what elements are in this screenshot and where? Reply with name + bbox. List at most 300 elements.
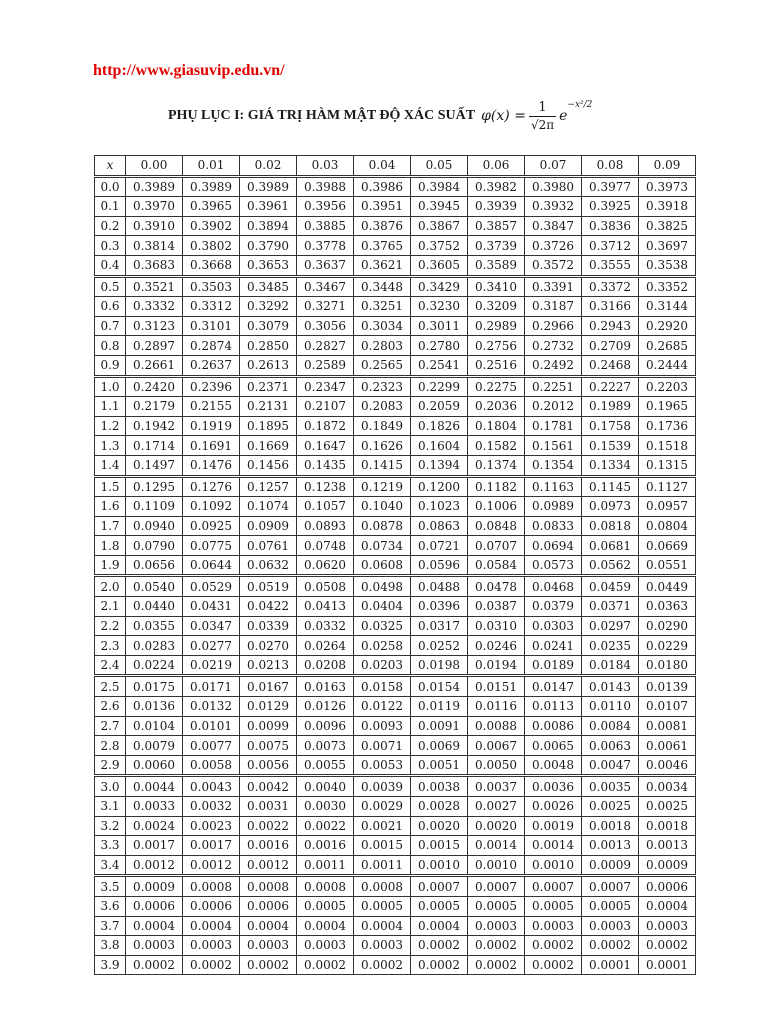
table-cell: 0.0012 <box>126 855 183 876</box>
table-cell: 0.0478 <box>468 576 525 597</box>
table-cell: 0.0317 <box>411 616 468 636</box>
table-cell: 0.0129 <box>240 697 297 717</box>
table-cell: 0.3894 <box>240 216 297 236</box>
table-cell: 0.0387 <box>468 597 525 617</box>
table-row <box>95 476 696 497</box>
row-header-x: 0.5 <box>95 276 126 297</box>
table-cell: 0.0404 <box>354 597 411 617</box>
formula-exponent: −x²/2 <box>567 100 593 110</box>
table-cell: 0.0005 <box>411 896 468 916</box>
table-cell: 0.0032 <box>183 797 240 817</box>
table-cell: 0.0048 <box>525 755 582 776</box>
table-cell: 0.3918 <box>639 197 696 217</box>
table-row <box>95 316 696 336</box>
table-cell: 0.0008 <box>240 876 297 897</box>
table-cell: 0.3867 <box>411 216 468 236</box>
table-cell: 0.0468 <box>525 576 582 597</box>
table-cell: 0.0012 <box>240 855 297 876</box>
table-cell: 0.0332 <box>297 616 354 636</box>
table-cell: 0.1804 <box>468 416 525 436</box>
table-row <box>95 236 696 256</box>
table-cell: 0.2131 <box>240 397 297 417</box>
row-header-x: 3.0 <box>95 776 126 797</box>
table-cell: 0.0957 <box>639 497 696 517</box>
row-header-x: 0.3 <box>95 236 126 256</box>
table-cell: 0.0079 <box>126 736 183 756</box>
table-row <box>95 876 696 897</box>
table-cell: 0.0002 <box>639 936 696 956</box>
table-cell: 0.0270 <box>240 636 297 656</box>
table-cell: 0.2468 <box>582 355 639 376</box>
table-cell: 0.0003 <box>183 936 240 956</box>
table-cell: 0.0198 <box>411 655 468 676</box>
table-cell: 0.0909 <box>240 516 297 536</box>
table-cell: 0.0488 <box>411 576 468 597</box>
table-cell: 0.0126 <box>297 697 354 717</box>
table-cell: 0.0775 <box>183 536 240 556</box>
table-cell: 0.1582 <box>468 436 525 456</box>
table-cell: 0.3271 <box>297 297 354 317</box>
table-cell: 0.1919 <box>183 416 240 436</box>
table-row <box>95 436 696 456</box>
row-header-x: 1.9 <box>95 555 126 576</box>
table-row <box>95 455 696 476</box>
table-cell: 0.0005 <box>582 896 639 916</box>
table-cell: 0.0264 <box>297 636 354 656</box>
table-cell: 0.0006 <box>240 896 297 916</box>
table-cell: 0.0009 <box>126 876 183 897</box>
row-header-x: 2.7 <box>95 716 126 736</box>
table-cell: 0.3825 <box>639 216 696 236</box>
table-cell: 0.0002 <box>525 955 582 975</box>
table-cell: 0.0003 <box>126 936 183 956</box>
table-cell: 0.0016 <box>240 836 297 856</box>
table-cell: 0.0002 <box>411 936 468 956</box>
table-cell: 0.3802 <box>183 236 240 256</box>
table-cell: 0.0562 <box>582 555 639 576</box>
table-cell: 0.0004 <box>297 916 354 936</box>
table-cell: 0.0050 <box>468 755 525 776</box>
table-cell: 0.0011 <box>354 855 411 876</box>
row-header-x: 3.3 <box>95 836 126 856</box>
table-cell: 0.3814 <box>126 236 183 256</box>
row-header-x: 0.9 <box>95 355 126 376</box>
table-cell: 0.3939 <box>468 197 525 217</box>
table-cell: 0.0681 <box>582 536 639 556</box>
table-cell: 0.0015 <box>354 836 411 856</box>
table-cell: 0.3668 <box>183 255 240 276</box>
table-cell: 0.0973 <box>582 497 639 517</box>
table-cell: 0.3572 <box>525 255 582 276</box>
table-cell: 0.1276 <box>183 476 240 497</box>
table-row <box>95 516 696 536</box>
table-header-row <box>95 156 696 177</box>
table-cell: 0.0002 <box>240 955 297 975</box>
table-cell: 0.2613 <box>240 355 297 376</box>
table-row <box>95 797 696 817</box>
row-header-x: 1.5 <box>95 476 126 497</box>
formula-lhs: φ(x) = <box>481 108 526 124</box>
table-cell: 0.0498 <box>354 576 411 597</box>
table-cell: 0.0132 <box>183 697 240 717</box>
table-cell: 0.0029 <box>354 797 411 817</box>
table-cell: 0.3144 <box>639 297 696 317</box>
table-cell: 0.3292 <box>240 297 297 317</box>
table-cell: 0.0044 <box>126 776 183 797</box>
row-header-x: 2.5 <box>95 676 126 697</box>
table-cell: 0.0025 <box>639 797 696 817</box>
table-cell: 0.0031 <box>240 797 297 817</box>
table-cell: 0.0363 <box>639 597 696 617</box>
table-cell: 0.1057 <box>297 497 354 517</box>
table-cell: 0.0893 <box>297 516 354 536</box>
table-cell: 0.3857 <box>468 216 525 236</box>
table-cell: 0.0258 <box>354 636 411 656</box>
table-cell: 0.0219 <box>183 655 240 676</box>
table-cell: 0.2012 <box>525 397 582 417</box>
table-cell: 0.3209 <box>468 297 525 317</box>
column-header: 0.00 <box>126 156 183 177</box>
table-cell: 0.0573 <box>525 555 582 576</box>
table-cell: 0.0734 <box>354 536 411 556</box>
table-cell: 0.2780 <box>411 336 468 356</box>
row-group <box>95 476 696 576</box>
table-cell: 0.0053 <box>354 755 411 776</box>
table-cell: 0.1435 <box>297 455 354 476</box>
table-cell: 0.3332 <box>126 297 183 317</box>
table-cell: 0.0012 <box>183 855 240 876</box>
table-cell: 0.0017 <box>126 836 183 856</box>
table-row <box>95 576 696 597</box>
table-cell: 0.3970 <box>126 197 183 217</box>
row-header-x: 1.1 <box>95 397 126 417</box>
table-cell: 0.3034 <box>354 316 411 336</box>
table-cell: 0.0371 <box>582 597 639 617</box>
table-cell: 0.0848 <box>468 516 525 536</box>
table-row <box>95 216 696 236</box>
table-row <box>95 676 696 697</box>
table-cell: 0.1456 <box>240 455 297 476</box>
row-group <box>95 676 696 776</box>
table-cell: 0.3982 <box>468 176 525 197</box>
table-cell: 0.0110 <box>582 697 639 717</box>
table-cell: 0.0136 <box>126 697 183 717</box>
table-cell: 0.0229 <box>639 636 696 656</box>
table-cell: 0.0596 <box>411 555 468 576</box>
table-cell: 0.0707 <box>468 536 525 556</box>
table-cell: 0.1127 <box>639 476 696 497</box>
table-cell: 0.3726 <box>525 236 582 256</box>
table-cell: 0.0069 <box>411 736 468 756</box>
table-cell: 0.0748 <box>297 536 354 556</box>
site-url-link[interactable]: http://www.giasuvip.edu.vn/ <box>93 62 285 79</box>
table-cell: 0.0003 <box>639 916 696 936</box>
table-cell: 0.1849 <box>354 416 411 436</box>
table-cell: 0.0355 <box>126 616 183 636</box>
table-cell: 0.0018 <box>582 816 639 836</box>
table-cell: 0.3056 <box>297 316 354 336</box>
table-cell: 0.0009 <box>639 855 696 876</box>
table-cell: 0.3790 <box>240 236 297 256</box>
table-cell: 0.3011 <box>411 316 468 336</box>
table-cell: 0.1074 <box>240 497 297 517</box>
table-cell: 0.0016 <box>297 836 354 856</box>
table-cell: 0.1669 <box>240 436 297 456</box>
table-cell: 0.0023 <box>183 816 240 836</box>
table-cell: 0.3589 <box>468 255 525 276</box>
row-header-x: 1.8 <box>95 536 126 556</box>
table-cell: 0.0119 <box>411 697 468 717</box>
table-cell: 0.3312 <box>183 297 240 317</box>
row-header-x: 3.4 <box>95 855 126 876</box>
table-cell: 0.2803 <box>354 336 411 356</box>
table-cell: 0.0038 <box>411 776 468 797</box>
table-cell: 0.0040 <box>297 776 354 797</box>
table-cell: 0.1219 <box>354 476 411 497</box>
table-cell: 0.1604 <box>411 436 468 456</box>
row-group <box>95 276 696 376</box>
table-row <box>95 855 696 876</box>
table-cell: 0.3980 <box>525 176 582 197</box>
table-cell: 0.0002 <box>411 955 468 975</box>
table-cell: 0.0006 <box>183 896 240 916</box>
table-cell: 0.0184 <box>582 655 639 676</box>
table-cell: 0.3885 <box>297 216 354 236</box>
table-cell: 0.0632 <box>240 555 297 576</box>
table-cell: 0.2444 <box>639 355 696 376</box>
table-cell: 0.3555 <box>582 255 639 276</box>
density-value-table <box>94 155 696 975</box>
table-cell: 0.3697 <box>639 236 696 256</box>
table-cell: 0.1626 <box>354 436 411 456</box>
table-cell: 0.0077 <box>183 736 240 756</box>
row-header-x: 1.0 <box>95 376 126 397</box>
table-row <box>95 755 696 776</box>
table-cell: 0.0008 <box>183 876 240 897</box>
table-cell: 0.3765 <box>354 236 411 256</box>
table-cell: 0.1781 <box>525 416 582 436</box>
table-cell: 0.3251 <box>354 297 411 317</box>
table-cell: 0.2203 <box>639 376 696 397</box>
table-cell: 0.3902 <box>183 216 240 236</box>
table-cell: 0.3925 <box>582 197 639 217</box>
table-cell: 0.0180 <box>639 655 696 676</box>
table-cell: 0.0011 <box>297 855 354 876</box>
table-cell: 0.0002 <box>126 955 183 975</box>
table-cell: 0.1647 <box>297 436 354 456</box>
table-cell: 0.3956 <box>297 197 354 217</box>
row-header-x: 2.9 <box>95 755 126 776</box>
table-cell: 0.0310 <box>468 616 525 636</box>
table-cell: 0.2661 <box>126 355 183 376</box>
table-cell: 0.0940 <box>126 516 183 536</box>
row-header-x: 0.1 <box>95 197 126 217</box>
row-header-x: 1.7 <box>95 516 126 536</box>
table-row <box>95 297 696 317</box>
table-cell: 0.0113 <box>525 697 582 717</box>
table-cell: 0.0694 <box>525 536 582 556</box>
table-cell: 0.0347 <box>183 616 240 636</box>
table-cell: 0.0007 <box>582 876 639 897</box>
table-cell: 0.3989 <box>240 176 297 197</box>
table-cell: 0.0107 <box>639 697 696 717</box>
table-cell: 0.0026 <box>525 797 582 817</box>
table-cell: 0.0147 <box>525 676 582 697</box>
table-cell: 0.0004 <box>183 916 240 936</box>
table-row <box>95 355 696 376</box>
table-cell: 0.0019 <box>525 816 582 836</box>
table-cell: 0.3989 <box>126 176 183 197</box>
table-cell: 0.0669 <box>639 536 696 556</box>
table-cell: 0.1476 <box>183 455 240 476</box>
table-cell: 0.0004 <box>354 916 411 936</box>
table-cell: 0.0004 <box>126 916 183 936</box>
table-cell: 0.0093 <box>354 716 411 736</box>
table-cell: 0.0339 <box>240 616 297 636</box>
table-cell: 0.0063 <box>582 736 639 756</box>
table-cell: 0.0086 <box>525 716 582 736</box>
table-cell: 0.1736 <box>639 416 696 436</box>
table-cell: 0.3621 <box>354 255 411 276</box>
table-cell: 0.0002 <box>525 936 582 956</box>
table-cell: 0.3973 <box>639 176 696 197</box>
table-cell: 0.2179 <box>126 397 183 417</box>
table-cell: 0.3352 <box>639 276 696 297</box>
table-cell: 0.0073 <box>297 736 354 756</box>
row-header-x: 2.0 <box>95 576 126 597</box>
table-cell: 0.0459 <box>582 576 639 597</box>
table-cell: 0.0003 <box>354 936 411 956</box>
table-cell: 0.0007 <box>525 876 582 897</box>
table-cell: 0.0101 <box>183 716 240 736</box>
table-cell: 0.2637 <box>183 355 240 376</box>
column-header: 0.01 <box>183 156 240 177</box>
row-header-x: 0.4 <box>95 255 126 276</box>
table-cell: 0.2756 <box>468 336 525 356</box>
table-cell: 0.1394 <box>411 455 468 476</box>
table-cell: 0.1518 <box>639 436 696 456</box>
table-cell: 0.0224 <box>126 655 183 676</box>
table-cell: 0.0039 <box>354 776 411 797</box>
table-cell: 0.2565 <box>354 355 411 376</box>
row-header-x: 3.2 <box>95 816 126 836</box>
table-cell: 0.3847 <box>525 216 582 236</box>
table-cell: 0.0061 <box>639 736 696 756</box>
table-cell: 0.0013 <box>639 836 696 856</box>
row-header-x: 1.2 <box>95 416 126 436</box>
table-cell: 0.1092 <box>183 497 240 517</box>
row-group <box>95 376 696 476</box>
formula-denominator: √2π <box>530 117 555 132</box>
table-cell: 0.0043 <box>183 776 240 797</box>
table-cell: 0.1942 <box>126 416 183 436</box>
table-cell: 0.0002 <box>354 955 411 975</box>
row-header-x: 3.7 <box>95 916 126 936</box>
table-cell: 0.1758 <box>582 416 639 436</box>
table-cell: 0.0005 <box>297 896 354 916</box>
table-cell: 0.2920 <box>639 316 696 336</box>
table-cell: 0.0056 <box>240 755 297 776</box>
table-cell: 0.0010 <box>525 855 582 876</box>
table-cell: 0.0001 <box>639 955 696 975</box>
table-cell: 0.0519 <box>240 576 297 597</box>
table-cell: 0.0277 <box>183 636 240 656</box>
table-cell: 0.2541 <box>411 355 468 376</box>
table-cell: 0.0540 <box>126 576 183 597</box>
table-cell: 0.2275 <box>468 376 525 397</box>
table-cell: 0.0431 <box>183 597 240 617</box>
table-cell: 0.0303 <box>525 616 582 636</box>
table-cell: 0.0007 <box>411 876 468 897</box>
table-cell: 0.3372 <box>582 276 639 297</box>
table-cell: 0.0018 <box>639 816 696 836</box>
table-cell: 0.0002 <box>468 955 525 975</box>
table-cell: 0.0818 <box>582 516 639 536</box>
table-cell: 0.0003 <box>297 936 354 956</box>
table-cell: 0.3945 <box>411 197 468 217</box>
table-cell: 0.0004 <box>240 916 297 936</box>
table-row <box>95 255 696 276</box>
table-cell: 0.1109 <box>126 497 183 517</box>
table-cell: 0.0235 <box>582 636 639 656</box>
table-cell: 0.1895 <box>240 416 297 436</box>
table-cell: 0.3230 <box>411 297 468 317</box>
table-cell: 0.0051 <box>411 755 468 776</box>
table-cell: 0.3187 <box>525 297 582 317</box>
table-cell: 0.0644 <box>183 555 240 576</box>
table-cell: 0.3752 <box>411 236 468 256</box>
table-row <box>95 536 696 556</box>
table-cell: 0.1182 <box>468 476 525 497</box>
table-cell: 0.0055 <box>297 755 354 776</box>
table-cell: 0.0005 <box>354 896 411 916</box>
row-group <box>95 876 696 975</box>
row-header-x: 3.5 <box>95 876 126 897</box>
table-cell: 0.0013 <box>582 836 639 856</box>
row-header-x: 2.4 <box>95 655 126 676</box>
table-cell: 0.0002 <box>582 936 639 956</box>
table-cell: 0.0047 <box>582 755 639 776</box>
table-cell: 0.3739 <box>468 236 525 256</box>
table-cell: 0.1691 <box>183 436 240 456</box>
table-cell: 0.0010 <box>468 855 525 876</box>
table-cell: 0.0656 <box>126 555 183 576</box>
table-cell: 0.0154 <box>411 676 468 697</box>
table-cell: 0.3653 <box>240 255 297 276</box>
table-cell: 0.2943 <box>582 316 639 336</box>
table-cell: 0.2155 <box>183 397 240 417</box>
table-cell: 0.2107 <box>297 397 354 417</box>
table-cell: 0.3637 <box>297 255 354 276</box>
table-cell: 0.1989 <box>582 397 639 417</box>
table-cell: 0.0175 <box>126 676 183 697</box>
table-cell: 0.3951 <box>354 197 411 217</box>
table-row <box>95 336 696 356</box>
table-cell: 0.1023 <box>411 497 468 517</box>
column-header: 0.06 <box>468 156 525 177</box>
table-cell: 0.0003 <box>240 936 297 956</box>
table-cell: 0.0158 <box>354 676 411 697</box>
table-cell: 0.1163 <box>525 476 582 497</box>
table-cell: 0.0422 <box>240 597 297 617</box>
table-cell: 0.0989 <box>525 497 582 517</box>
table-cell: 0.0151 <box>468 676 525 697</box>
table-cell: 0.1334 <box>582 455 639 476</box>
table-cell: 0.2685 <box>639 336 696 356</box>
table-cell: 0.0143 <box>582 676 639 697</box>
row-header-x: 3.8 <box>95 936 126 956</box>
table-row <box>95 836 696 856</box>
